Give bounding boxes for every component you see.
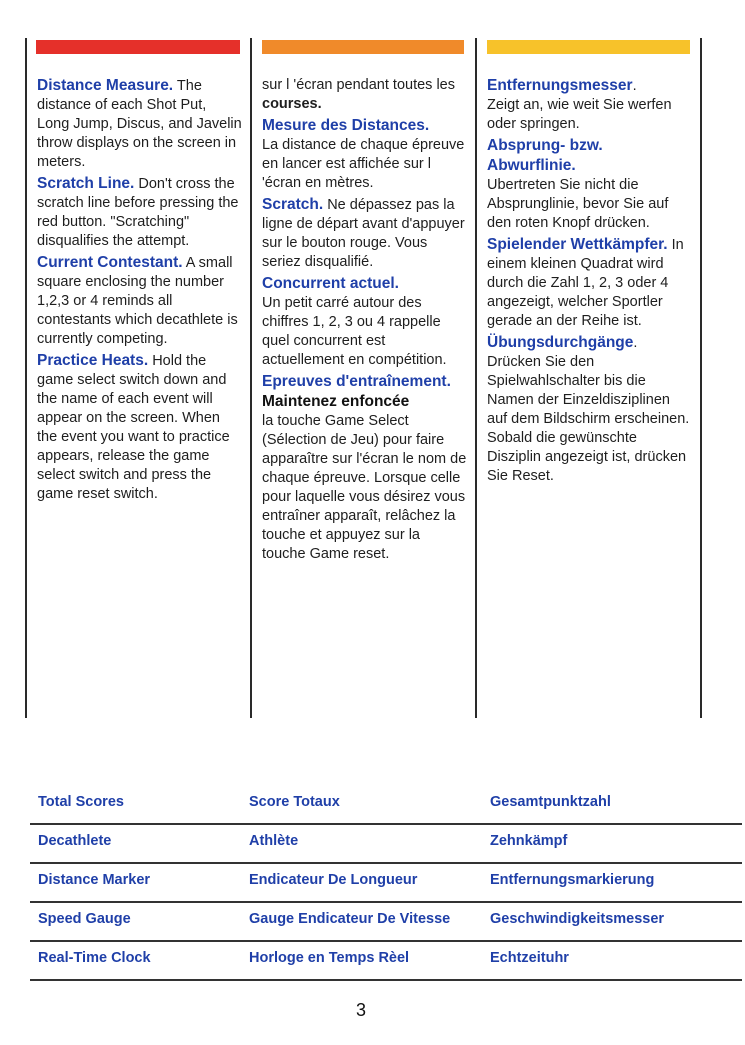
entry-entfernungsmesser: Entfernungsmesser. Zeigt an, wie weit Sie werfen oder springen. [487,77,672,132]
heading: Übungsdurchgänge [487,334,634,351]
heading: Distance Measure. [37,77,174,94]
column-rule-2 [475,38,477,718]
body-text: In einem kleinen Quadrat wird durch die Zahl 1, 2, 3 oder 4 angezeigt, welcher Sportler gerade an der Reihe ist. [487,237,684,329]
term-french: Gauge Endicateur De Vitesse [249,911,451,927]
term-english: Real-Time Clock [38,950,151,966]
heading: Mesure des Distances. [262,117,430,134]
term-french: Endicateur De Longueur [249,872,418,888]
entry-mesure-distances [262,116,467,193]
entry-uebungsdurchgaenge: Übungsdurchgänge. Drücken Sie den Spielwahlschalter bis die Namen der Einzeldisziplinen auf dem Bildschirm erscheinen. Sobald die gewünschte Disziplin angezeigt ist, drücken Sie Reset. [487,334,690,484]
heading: Epreuves d'entraînement. [262,373,451,390]
body-text: Un petit carré autour des chiffres 1, 2, 3 ou 4 rappelle quel concurrent est actuellement en compétition. [262,295,447,368]
column-english [37,76,242,506]
term-french: Athlète [249,833,299,849]
term-english: Decathlete [38,833,112,849]
column-rule-left [25,38,27,718]
body-text: la touche Game Select (Sélection de Jeu) pour faire apparaître sur l'écran le nom de chaque épreuve. Lorsque celle pour laquelle vous désirez vous entraîner apparaît, relâchez la touche et appuyez sur la touche Game reset. [262,413,467,562]
body-text: Don't cross the scratch line before pressing the red button. "Scratching" disqualifies the attempt. [37,176,239,249]
body-text: Drücken Sie den Spielwahlschalter bis die Namen der Einzeldisziplinen auf dem Bildschirm erscheinen. Sobald die gewünschte Disziplin angezeigt ist, drücken Sie Reset. [487,354,690,484]
body-text: Zeigt an, wie weit Sie werfen oder springen. [487,97,672,132]
heading: Scratch. [262,196,324,213]
table-row [30,903,742,942]
heading: Current Contestant. [37,254,183,271]
color-bar-german [487,40,690,54]
heading: Absprung- bzw. Abwurflinie. [487,137,603,174]
entry-practice-heats [37,351,242,504]
heading: Scratch Line. [37,175,135,192]
table-row [30,786,742,825]
term-german: Geschwindigkeitsmesser [490,911,665,927]
term-german: Zehnkämpf [490,833,568,849]
entry-current-contestant [37,253,242,349]
body-text: A small square enclosing the number 1,2,3 or 4 reminds all contestants which decathlete is currently competing. [37,255,238,347]
entry-spielender-wettkaempfer [487,235,692,331]
term-french: Score Totaux [249,794,340,810]
column-rule-1 [250,38,252,718]
entry-scratch [262,195,467,272]
body-text: Ubertreten Sie nicht die Absprunglinie, bevor Sie auf den roten Knopf drücken. [487,177,669,231]
column-rule-right [700,38,702,718]
heading: Practice Heats. [37,352,149,369]
color-bar-english [36,40,240,54]
body-text: Ne dépassez pas la ligne de départ avant d'appuyer sur le bouton rouge. Vous seriez disqualifié. [262,197,465,270]
color-bar-french [262,40,464,54]
term-english: Total Scores [38,794,124,810]
table-row [30,942,742,981]
entry-scratch-line [37,174,242,251]
heading: Concurrent actuel. [262,275,399,292]
term-german: Entfernungsmarkierung [490,872,655,888]
page-number: 3 [356,1000,367,1020]
term-french: Horloge en Temps Rèel [249,950,410,966]
entry-absprunglinie [487,136,692,233]
keyword: courses. [262,96,322,112]
glossary-table [30,786,742,981]
column-french [262,76,467,566]
entry-continuation [262,76,467,114]
column-german [487,76,692,488]
body-text: La distance de chaque épreuve en lancer est affichée sur l 'écran en mètres. [262,137,465,191]
entry-distance-measure [37,76,242,172]
heading: Spielender Wettkämpfer. [487,236,668,253]
heading: Entfernungsmesser [487,77,633,94]
body-text: The distance of each Shot Put, Long Jump, Discus, and Javelin throw displays on the screen in meters. [37,78,242,170]
entry-epreuves-entrainement [262,372,467,564]
table-row [30,825,742,864]
body-text: Hold the game select switch down and the name of each event will appear on the screen. When the event you want to practice appears, release the game select switch and press the game reset switch. [37,353,230,502]
entry-concurrent-actuel [262,274,467,370]
body-text: sur l 'écran pendant toutes les [262,77,455,93]
term-english: Distance Marker [38,872,151,888]
table-row [30,864,742,903]
term-english: Speed Gauge [38,911,131,927]
term-german: Gesamtpunktzahl [490,794,611,810]
bold-lead: Maintenez enfoncée [262,393,410,410]
term-german: Echtzeituhr [490,950,569,966]
